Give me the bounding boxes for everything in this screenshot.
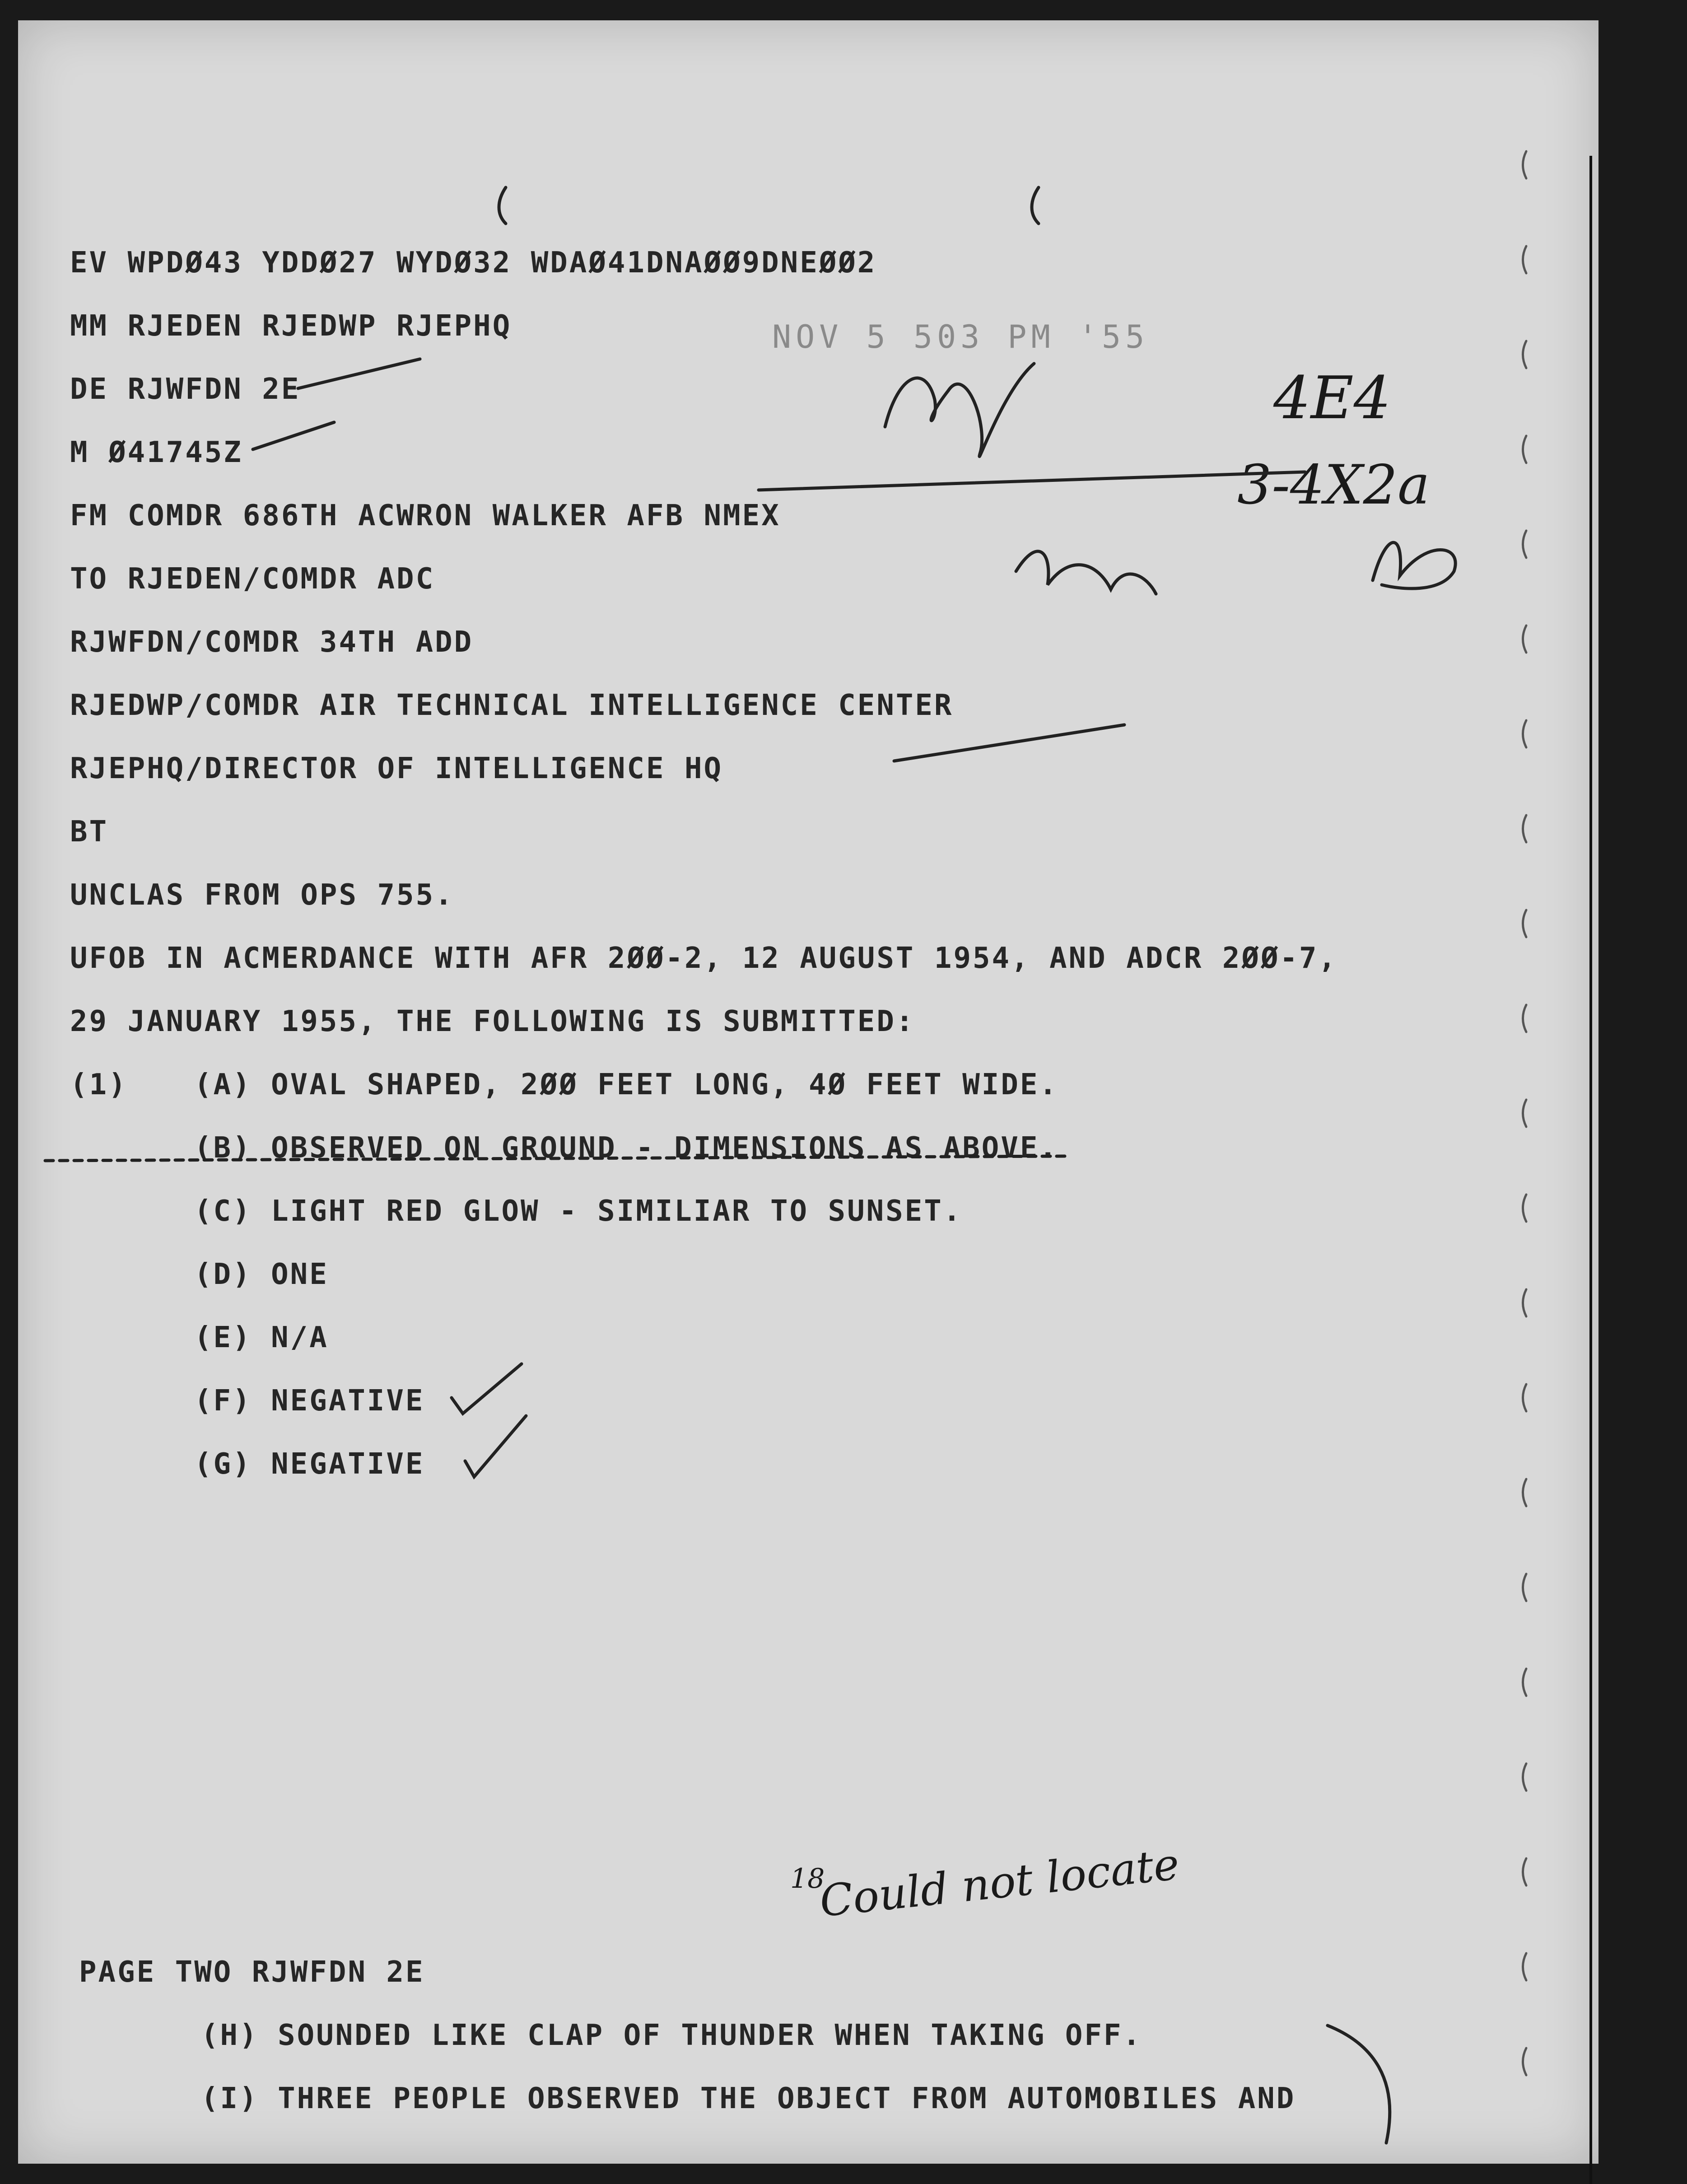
classification-line: UNCLAS FROM OPS 755. [70,878,454,912]
document-page [18,20,1598,2164]
item-line: (H) SOUNDED LIKE CLAP OF THUNDER WHEN TAKING OFF. [201,2019,1142,2052]
from-line: FM COMDR 686TH ACWRON WALKER AFB NMEX [70,499,781,532]
item-line: (D) ONE [194,1258,329,1291]
intro-line: 29 JANUARY 1955, THE FOLLOWING IS SUBMITTED: [70,1005,915,1038]
handwritten-note-number: 18 [790,1863,825,1895]
check-mark [452,1364,522,1414]
section-number: (1) [70,1068,128,1101]
routing-line: EV WPDØ43 YDDØ27 WYDØ32 WDAØ41DNAØØ9DNEØØ2 [70,246,877,280]
from-station-line: DE RJWFDN 2E [70,373,301,406]
to-line: RJEPHQ/DIRECTOR OF INTELLIGENCE HQ [70,752,723,785]
received-stamp: NOV 5 503 PM '55 [772,318,1149,355]
handwritten-reference: 4E4 [1273,364,1391,432]
signature-scribble [885,364,1034,457]
page-two-header: PAGE TWO RJWFDN 2E [79,1955,425,1989]
intro-line: UFOB IN ACMERDANCE WITH AFR 2ØØ-2, 12 AUGUST 1954, AND ADCR 2ØØ-7, [70,942,1338,975]
ink-marks [18,20,1598,2164]
handwritten-note: Could not locate [817,1839,1182,1927]
item-line: (F) NEGATIVE [194,1384,425,1418]
precedence-line: MM RJEDEN RJEDWP RJEPHQ [70,309,512,343]
check-mark [465,1416,526,1477]
bracket-mark [1328,2025,1390,2143]
datetime-line: M Ø41745Z [70,436,243,469]
underline-mark [894,725,1124,761]
item-line: (I) THREE PEOPLE OBSERVED THE OBJECT FROM AUTOMOBILES AND [201,2082,1296,2115]
to-line: TO RJEDEN/COMDR ADC [70,562,435,596]
underline-mark [298,359,420,388]
underline-mark [253,422,334,449]
initials-scribble [1016,551,1156,594]
handwritten-reference: 3-4X2a [1237,454,1430,517]
margin-mark [1032,187,1039,224]
margin-mark [499,187,506,224]
to-line: RJWFDN/COMDR 34TH ADD [70,625,474,659]
break-line: BT [70,815,109,849]
to-line: RJEDWP/COMDR AIR TECHNICAL INTELLIGENCE CENTER [70,689,954,722]
underline-mark [759,472,1305,490]
item-line: (E) N/A [194,1321,329,1354]
item-line: (A) OVAL SHAPED, 2ØØ FEET LONG, 4Ø FEET WIDE. [194,1068,1058,1101]
initials-scribble [1373,542,1455,588]
item-line: (B) OBSERVED ON GROUND - DIMENSIONS AS ABOVE. [194,1131,1058,1165]
dashed-line [45,1156,1070,1161]
item-line: (C) LIGHT RED GLOW - SIMILIAR TO SUNSET. [194,1195,963,1228]
item-line: (G) NEGATIVE [194,1447,425,1481]
